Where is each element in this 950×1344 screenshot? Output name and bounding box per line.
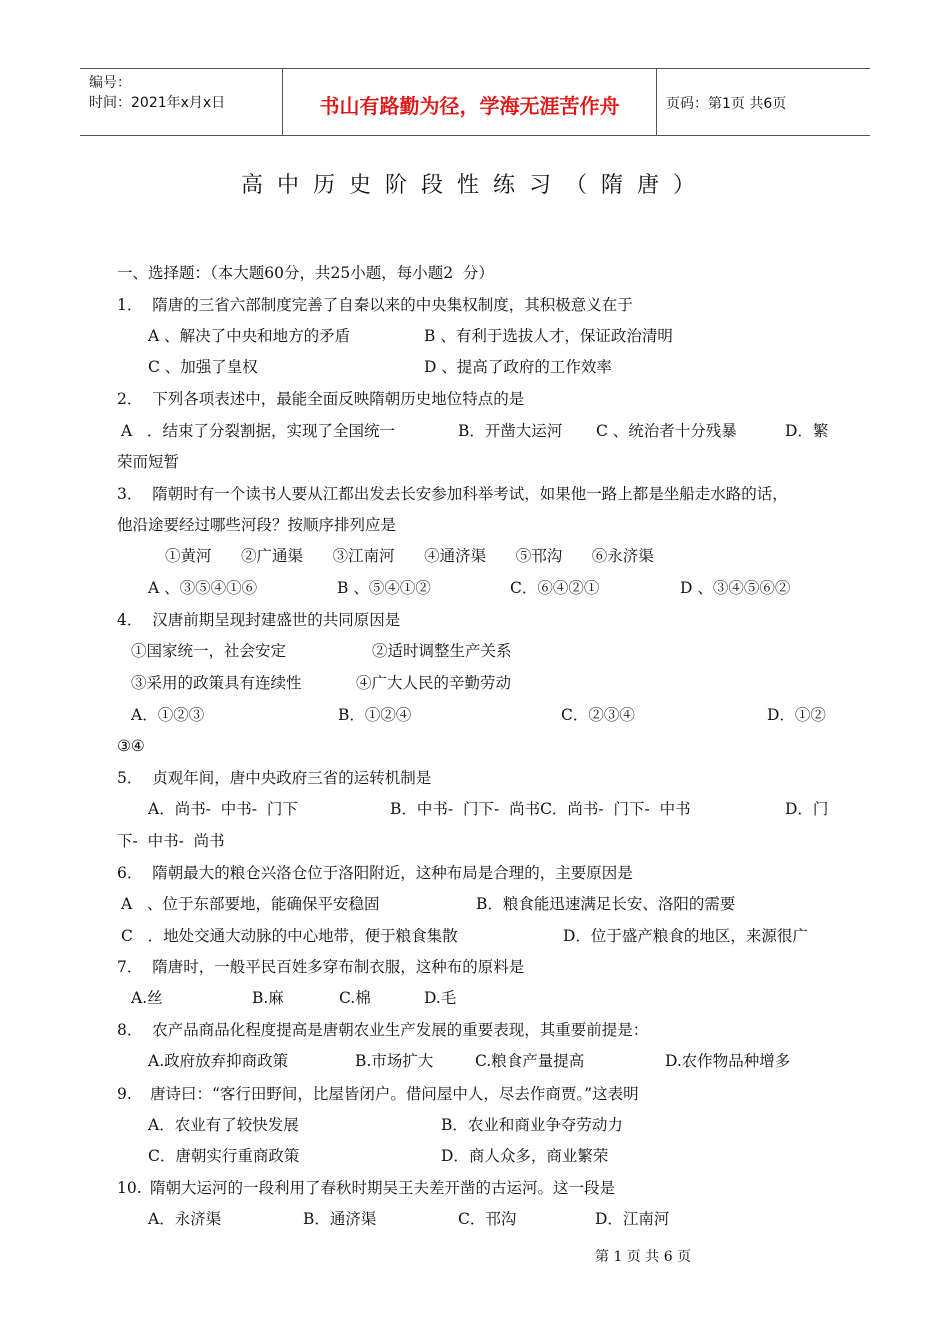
q10-option-d: D．江南河 [595,1210,670,1228]
q2-option-d: D．繁 [785,422,829,440]
question-9: 唐诗曰：“客行田野间，比屋皆闭户。借问屋中人，尽去作商贾。”这表明 [150,1085,639,1103]
q6-option-d: D．位于盛产粮食的地区，来源很广 [563,927,808,945]
q10-option-c: C．邗沟 [458,1210,517,1228]
q5-option-d-cont: 下- 中书- 尚书 [117,832,225,850]
q4-option-d-cont: ③④ [117,737,145,755]
q2-option-c: C 、统治者十分残暴 [596,422,737,440]
q4-option-c: C．②③④ [561,706,635,724]
question-3-cont: 他沿途要经过哪些河段？按顺序排列应是 [117,516,397,534]
page-footer: 第 1 页 共 6 页 [595,1249,692,1265]
header-table [80,68,870,136]
q7-option-c: C.棉 [339,989,371,1007]
question-6: 6． 隋朝最大的粮仓兴洛仓位于洛阳附近，这种布局是合理的，主要原因是 [117,864,633,882]
q5-option-a: A．尚书- 中书- 门下 [148,800,298,818]
question-10-number: 10. [117,1179,142,1197]
q4-item-4: ④广大人民的辛勤劳动 [356,674,512,692]
number-label: 编号： [89,75,131,91]
q2-option-a: A ．结束了分裂割据，实现了全国统一 [121,422,395,440]
q1-option-d: D 、提高了政府的工作效率 [424,358,612,376]
q3-option-d: D 、③④⑤⑥② [680,579,791,597]
q2-option-b: B．开凿大运河 [458,422,563,440]
section-heading: 一、选择题：（本大题60分，共25小题，每小题2 分） [117,264,494,282]
q4-item-1: ①国家统一，社会安定 [131,642,287,660]
question-5: 5． 贞观年间，唐中央政府三省的运转机制是 [117,769,432,787]
q3-option-b: B 、⑤④①② [337,579,431,597]
question-7: 7． 隋唐时，一般平民百姓多穿布制衣服，这种布的原料是 [117,958,525,976]
q8-option-b: B.市场扩大 [355,1052,434,1070]
q10-option-b: B．通济渠 [303,1210,377,1228]
q6-option-a: A 、位于东部要地，能确保平安稳固 [121,895,380,913]
q9-option-c: C．唐朝实行重商政策 [148,1147,300,1165]
q4-option-b: B．①②④ [338,706,412,724]
q8-option-a: A.政府放弃抑商政策 [148,1052,289,1070]
q3-items: ①黄河 ②广通渠 ③江南河 ④通济渠 ⑤邗沟 ⑥永济渠 [165,547,654,565]
question-1: 1． 隋唐的三省六部制度完善了自秦以来的中央集权制度，其积极意义在于 [117,296,633,314]
q9-option-a: A．农业有了较快发展 [148,1116,299,1134]
time-label: 时间：2021年x月x日 [89,95,226,111]
q7-option-d: D.毛 [424,989,457,1007]
q3-option-a: A 、③⑤④①⑥ [148,579,258,597]
question-2: 2． 下列各项表述中，最能全面反映隋朝历史地位特点的是 [117,390,525,408]
q1-option-a: A 、解决了中央和地方的矛盾 [148,327,351,345]
header-left-cell [80,69,282,135]
q10-option-a: A．永济渠 [148,1210,222,1228]
q6-option-b: B．粮食能迅速满足长安、洛阳的需要 [476,895,736,913]
question-8: 8． 农产品商品化程度提高是唐朝农业生产发展的重要表现，其重要前提是： [117,1021,649,1039]
page-title: 高中历史阶段性练习（隋唐） [240,173,709,198]
q4-option-a: A．①②③ [131,706,205,724]
header-mid-cell [282,69,657,135]
question-4: 4． 汉唐前期呈现封建盛世的共同原因是 [117,611,401,629]
q6-option-c: C ．地处交通大动脉的中心地带，便于粮食集散 [121,927,458,945]
question-9-number: 9. [117,1085,132,1103]
q4-item-2: ②适时调整生产关系 [372,642,512,660]
q7-option-a: A.丝 [131,989,163,1007]
q1-option-b: B 、有利于选拔人才，保证政治清明 [424,327,673,345]
q8-option-c: C.粮食产量提高 [475,1052,585,1070]
page-info: 页码：第1页 共6页 [666,96,787,112]
q4-item-3: ③采用的政策具有连续性 [131,674,302,692]
question-10: 隋朝大运河的一段利用了春秋时期吴王夫差开凿的古运河。这一段是 [150,1179,616,1197]
q9-option-d: D．商人众多，商业繁荣 [441,1147,609,1165]
q5-option-b-c: B．中书- 门下- 尚书C．尚书- 门下- 中书 [390,800,691,818]
header-right-cell [656,69,870,135]
q9-option-b: B．农业和商业争夺劳动力 [441,1116,623,1134]
q3-option-c: C．⑥④②① [510,579,600,597]
q4-option-d: D．①② [767,706,826,724]
q8-option-d: D.农作物品种增多 [665,1052,791,1070]
question-3: 3． 隋朝时有一个读书人要从江都出发去长安参加科举考试，如果他一路上都是坐船走水路的话， [117,485,788,503]
q7-option-b: B.麻 [252,989,284,1007]
q5-option-d: D．门 [785,800,829,818]
q1-option-c: C 、加强了皇权 [148,358,258,376]
q2-option-d-cont: 荣而短暂 [117,453,180,471]
motto: 书山有路勤为径，学海无涯苦作舟 [319,94,620,118]
